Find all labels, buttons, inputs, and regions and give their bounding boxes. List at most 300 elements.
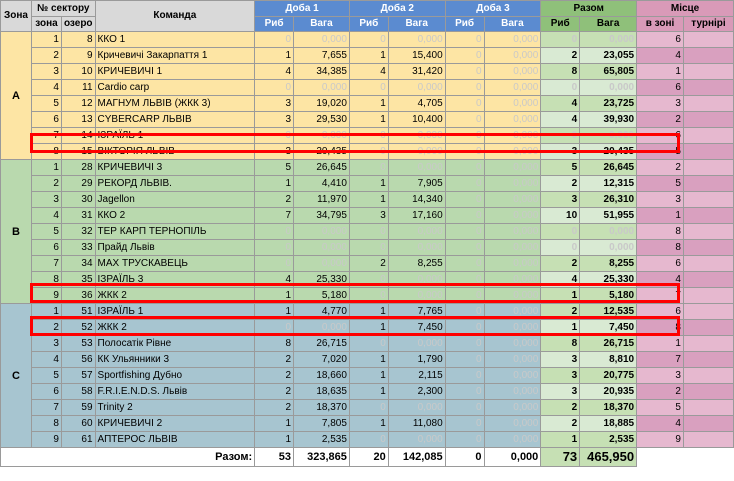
day1-fish: 0 bbox=[255, 224, 294, 240]
day2-fish: 0 bbox=[349, 80, 388, 96]
lake-seat: 52 bbox=[61, 320, 95, 336]
day2-fish: 4 bbox=[349, 64, 388, 80]
day1-weight: 18,370 bbox=[294, 400, 350, 416]
total-weight-cell: 26,310 bbox=[580, 192, 637, 208]
day3-fish: 0 bbox=[445, 48, 484, 64]
day3-weight: 0,000 bbox=[484, 32, 541, 48]
total-weight-cell: 18,885 bbox=[580, 416, 637, 432]
team-name: ТЕР КАРП ТЕРНОПІЛЬ bbox=[95, 224, 255, 240]
zone-seat: 7 bbox=[31, 256, 61, 272]
table-row bbox=[1, 352, 734, 368]
zone-seat: 5 bbox=[31, 368, 61, 384]
place-in-zone: 1 bbox=[637, 64, 684, 80]
table-row bbox=[1, 64, 734, 80]
place-in-zone: 2 bbox=[637, 112, 684, 128]
place-in-zone: 3 bbox=[637, 96, 684, 112]
day2-fish: 1 bbox=[349, 176, 388, 192]
day2-fish: 0 bbox=[349, 272, 388, 288]
lake-seat: 14 bbox=[61, 128, 95, 144]
day2-fish: 0 bbox=[349, 336, 388, 352]
total-fish-cell: 2 bbox=[541, 304, 580, 320]
table-row bbox=[1, 288, 734, 304]
zone-seat: 4 bbox=[31, 208, 61, 224]
total-header: Разом bbox=[541, 1, 637, 17]
table-row bbox=[1, 80, 734, 96]
day1-fish-header: Риб bbox=[255, 17, 294, 32]
total-weight-cell: 8,255 bbox=[580, 256, 637, 272]
place-in-zone: 5 bbox=[637, 144, 684, 160]
day3-fish: 0 bbox=[445, 400, 484, 416]
day1-fish: 7 bbox=[255, 208, 294, 224]
lake-seat: 34 bbox=[61, 256, 95, 272]
team-name: ІЗРАЇЛЬ 3 bbox=[95, 272, 255, 288]
day2-fish: 0 bbox=[349, 160, 388, 176]
day3-fish: 0 bbox=[445, 96, 484, 112]
day3-weight: 0,000 bbox=[484, 352, 541, 368]
lake-seat: 12 bbox=[61, 96, 95, 112]
zone-seat: 5 bbox=[31, 96, 61, 112]
total-fish-cell: 3 bbox=[541, 368, 580, 384]
day3-weight: 0,000 bbox=[484, 112, 541, 128]
lake-seat: 13 bbox=[61, 112, 95, 128]
team-name: КРИЧЕВИЧІ 3 bbox=[95, 160, 255, 176]
table-row bbox=[1, 208, 734, 224]
zone-seat: 6 bbox=[31, 384, 61, 400]
day2-weight: 0,000 bbox=[388, 272, 445, 288]
day2-weight: 0,000 bbox=[388, 128, 445, 144]
day2-weight: 1,790 bbox=[388, 352, 445, 368]
day2-weight: 14,340 bbox=[388, 192, 445, 208]
total-weight: 465,950 bbox=[580, 448, 637, 467]
table-row bbox=[1, 32, 734, 48]
place-in-zone: 6 bbox=[637, 32, 684, 48]
place-in-zone: 8 bbox=[637, 224, 684, 240]
team-name: ІЗРАЇЛЬ 1 bbox=[95, 128, 255, 144]
day2-fish: 1 bbox=[349, 48, 388, 64]
day2-fish: 0 bbox=[349, 224, 388, 240]
day1-fish: 4 bbox=[255, 272, 294, 288]
day1-header: Доба 1 bbox=[255, 1, 350, 17]
lake-seat: 57 bbox=[61, 368, 95, 384]
team-name: Прайд Львів bbox=[95, 240, 255, 256]
place-in-tournament bbox=[683, 400, 733, 416]
team-name: ККО 2 bbox=[95, 208, 255, 224]
team-name: АПТЕРОС ЛЬВІВ bbox=[95, 432, 255, 448]
place-in-zone: 2 bbox=[637, 384, 684, 400]
day3-fish: 0 bbox=[445, 32, 484, 48]
totals-empty bbox=[683, 448, 733, 467]
place-in-zone: 1 bbox=[637, 208, 684, 224]
day1-weight: 4,410 bbox=[294, 176, 350, 192]
day1-fish: 1 bbox=[255, 304, 294, 320]
zone-seat: 2 bbox=[31, 320, 61, 336]
day2-weight: 2,300 bbox=[388, 384, 445, 400]
day1-fish: 1 bbox=[255, 416, 294, 432]
total-weight-cell: 18,370 bbox=[580, 400, 637, 416]
place-in-tournament bbox=[683, 80, 733, 96]
total-weight-cell: 25,330 bbox=[580, 272, 637, 288]
total-fish-header: Риб bbox=[541, 17, 580, 32]
total-fish-cell: 0 bbox=[541, 80, 580, 96]
day2-weight-header: Вага bbox=[388, 17, 445, 32]
place-in-tournament bbox=[683, 160, 733, 176]
lake-seat: 56 bbox=[61, 352, 95, 368]
total-fish-cell: 3 bbox=[541, 384, 580, 400]
results-body bbox=[1, 32, 734, 448]
day2-fish: 1 bbox=[349, 416, 388, 432]
team-name: КК Ульянники 3 bbox=[95, 352, 255, 368]
zone-seat: 3 bbox=[31, 192, 61, 208]
day1-fish: 1 bbox=[255, 288, 294, 304]
total-day2-weight: 142,085 bbox=[388, 448, 445, 467]
place-in-zone: 1 bbox=[637, 336, 684, 352]
day2-fish: 0 bbox=[349, 144, 388, 160]
place-in-tournament bbox=[683, 32, 733, 48]
day1-weight: 0,000 bbox=[294, 224, 350, 240]
total-weight-cell: 0,000 bbox=[580, 80, 637, 96]
day1-fish: 3 bbox=[255, 144, 294, 160]
day2-weight: 31,420 bbox=[388, 64, 445, 80]
day3-fish: 0 bbox=[445, 80, 484, 96]
team-name: Полосатік Рівне bbox=[95, 336, 255, 352]
day3-fish: 0 bbox=[445, 240, 484, 256]
day1-weight: 20,435 bbox=[294, 144, 350, 160]
total-weight-cell: 12,315 bbox=[580, 176, 637, 192]
day3-weight: 0,000 bbox=[484, 368, 541, 384]
total-weight-cell: 26,645 bbox=[580, 160, 637, 176]
team-name: ККО 1 bbox=[95, 32, 255, 48]
day3-weight: 0,000 bbox=[484, 288, 541, 304]
day1-fish: 1 bbox=[255, 48, 294, 64]
day3-weight: 0,000 bbox=[484, 336, 541, 352]
team-name: ЖКК 2 bbox=[95, 288, 255, 304]
lake-seat: 33 bbox=[61, 240, 95, 256]
day3-weight: 0,000 bbox=[484, 224, 541, 240]
day2-fish: 2 bbox=[349, 256, 388, 272]
zone-seat: 8 bbox=[31, 144, 61, 160]
day1-weight: 0,000 bbox=[294, 320, 350, 336]
day3-weight: 0,000 bbox=[484, 432, 541, 448]
day2-fish: 0 bbox=[349, 128, 388, 144]
day3-fish: 0 bbox=[445, 384, 484, 400]
zone-seat: 5 bbox=[31, 224, 61, 240]
day2-header: Доба 2 bbox=[349, 1, 445, 17]
day2-weight: 4,705 bbox=[388, 96, 445, 112]
day1-weight: 18,635 bbox=[294, 384, 350, 400]
zone-seat: 2 bbox=[31, 48, 61, 64]
place-in-zone: 4 bbox=[637, 272, 684, 288]
total-weight-cell: 0,000 bbox=[580, 224, 637, 240]
total-day2-fish: 20 bbox=[349, 448, 388, 467]
day1-weight: 34,795 bbox=[294, 208, 350, 224]
day3-weight: 0,000 bbox=[484, 192, 541, 208]
total-weight-cell: 65,805 bbox=[580, 64, 637, 80]
day1-weight: 26,645 bbox=[294, 160, 350, 176]
total-fish-cell: 1 bbox=[541, 320, 580, 336]
day1-fish: 0 bbox=[255, 320, 294, 336]
total-weight-cell: 51,955 bbox=[580, 208, 637, 224]
total-day1-fish: 53 bbox=[255, 448, 294, 467]
day1-fish: 2 bbox=[255, 368, 294, 384]
total-fish-cell: 1 bbox=[541, 432, 580, 448]
lake-seat: 60 bbox=[61, 416, 95, 432]
place-in-zone: 4 bbox=[637, 416, 684, 432]
place-in-zone: 7 bbox=[637, 352, 684, 368]
lake-seat: 32 bbox=[61, 224, 95, 240]
lake-seat: 8 bbox=[61, 32, 95, 48]
sector-header: № сектору bbox=[31, 1, 95, 17]
lake-seat: 35 bbox=[61, 272, 95, 288]
place-in-zone: 2 bbox=[637, 160, 684, 176]
table-row bbox=[1, 160, 734, 176]
lake-seat: 36 bbox=[61, 288, 95, 304]
table-row bbox=[1, 192, 734, 208]
total-day1-weight: 323,865 bbox=[294, 448, 350, 467]
place-in-tournament bbox=[683, 432, 733, 448]
lake-seat: 15 bbox=[61, 144, 95, 160]
table-row bbox=[1, 272, 734, 288]
zone-seat: 7 bbox=[31, 400, 61, 416]
day2-weight: 11,080 bbox=[388, 416, 445, 432]
day3-weight: 0,000 bbox=[484, 416, 541, 432]
day1-fish: 2 bbox=[255, 192, 294, 208]
day2-fish: 1 bbox=[349, 96, 388, 112]
day3-fish: 0 bbox=[445, 144, 484, 160]
day1-weight: 0,000 bbox=[294, 128, 350, 144]
day3-weight: 0,000 bbox=[484, 160, 541, 176]
place-in-tournament bbox=[683, 368, 733, 384]
place-header: Місце bbox=[637, 1, 734, 17]
total-weight-cell: 5,180 bbox=[580, 288, 637, 304]
day3-fish: 0 bbox=[445, 64, 484, 80]
day1-fish: 2 bbox=[255, 384, 294, 400]
place-in-tournament bbox=[683, 320, 733, 336]
zone-seat: 4 bbox=[31, 352, 61, 368]
day1-fish: 4 bbox=[255, 64, 294, 80]
total-fish-cell: 0 bbox=[541, 32, 580, 48]
place-in-tournament bbox=[683, 48, 733, 64]
lake-seat: 59 bbox=[61, 400, 95, 416]
day3-weight: 0,000 bbox=[484, 80, 541, 96]
day3-fish: 0 bbox=[445, 160, 484, 176]
total-weight-cell: 0,000 bbox=[580, 32, 637, 48]
total-fish-cell: 2 bbox=[541, 176, 580, 192]
team-name: Cardio carp bbox=[95, 80, 255, 96]
day1-weight: 0,000 bbox=[294, 80, 350, 96]
totals-empty bbox=[637, 448, 684, 467]
total-weight-cell: 20,775 bbox=[580, 368, 637, 384]
day2-fish: 0 bbox=[349, 432, 388, 448]
place-in-zone: 3 bbox=[637, 192, 684, 208]
day3-weight: 0,000 bbox=[484, 320, 541, 336]
day2-weight: 0,000 bbox=[388, 224, 445, 240]
day1-weight: 34,385 bbox=[294, 64, 350, 80]
day2-weight: 0,000 bbox=[388, 288, 445, 304]
day1-fish: 0 bbox=[255, 240, 294, 256]
day3-weight: 0,000 bbox=[484, 400, 541, 416]
day2-weight: 15,400 bbox=[388, 48, 445, 64]
day2-fish: 1 bbox=[349, 112, 388, 128]
day1-weight: 0,000 bbox=[294, 32, 350, 48]
place-in-tournament bbox=[683, 240, 733, 256]
place-in-tournament bbox=[683, 256, 733, 272]
place-in-zone: 5 bbox=[637, 176, 684, 192]
lake-seat: 10 bbox=[61, 64, 95, 80]
lake-seat: 29 bbox=[61, 176, 95, 192]
day2-fish: 0 bbox=[349, 240, 388, 256]
zone-seat: 8 bbox=[31, 416, 61, 432]
lake-seat: 9 bbox=[61, 48, 95, 64]
total-fish-cell: 0 bbox=[541, 224, 580, 240]
table-row bbox=[1, 224, 734, 240]
table-row bbox=[1, 320, 734, 336]
table-row bbox=[1, 144, 734, 160]
zone-seat: 6 bbox=[31, 112, 61, 128]
day3-weight: 0,000 bbox=[484, 240, 541, 256]
total-weight-cell: 20,435 bbox=[580, 144, 637, 160]
day3-fish: 0 bbox=[445, 176, 484, 192]
place-in-tournament bbox=[683, 192, 733, 208]
place-in-zone: 8 bbox=[637, 320, 684, 336]
day3-fish: 0 bbox=[445, 112, 484, 128]
total-fish-cell: 0 bbox=[541, 128, 580, 144]
day3-weight: 0,000 bbox=[484, 272, 541, 288]
day3-header: Доба 3 bbox=[445, 1, 541, 17]
day1-weight: 11,970 bbox=[294, 192, 350, 208]
day3-fish: 0 bbox=[445, 288, 484, 304]
total-fish-cell: 2 bbox=[541, 416, 580, 432]
place-in-tournament bbox=[683, 96, 733, 112]
team-name: МАГНУМ ЛЬВІВ (ЖКК 3) bbox=[95, 96, 255, 112]
day2-fish: 1 bbox=[349, 320, 388, 336]
place-in-tournament bbox=[683, 384, 733, 400]
total-fish: 73 bbox=[541, 448, 580, 467]
place-in-zone: 9 bbox=[637, 432, 684, 448]
zona-subheader: зона bbox=[31, 17, 61, 32]
zone-seat: 7 bbox=[31, 128, 61, 144]
zone-seat: 3 bbox=[31, 64, 61, 80]
place-in-tournament bbox=[683, 272, 733, 288]
zone-seat: 1 bbox=[31, 32, 61, 48]
place-in-zone: 5 bbox=[637, 400, 684, 416]
total-weight-cell: 2,535 bbox=[580, 432, 637, 448]
day3-fish: 0 bbox=[445, 368, 484, 384]
total-fish-cell: 3 bbox=[541, 144, 580, 160]
day1-weight: 2,535 bbox=[294, 432, 350, 448]
day1-fish: 3 bbox=[255, 112, 294, 128]
zone-seat: 8 bbox=[31, 272, 61, 288]
day2-weight: 7,765 bbox=[388, 304, 445, 320]
total-fish-cell: 8 bbox=[541, 336, 580, 352]
team-name: Кричевичі Закарпаття 1 bbox=[95, 48, 255, 64]
total-weight-cell: 12,535 bbox=[580, 304, 637, 320]
total-fish-cell: 10 bbox=[541, 208, 580, 224]
lake-seat: 61 bbox=[61, 432, 95, 448]
place-in-zone: 4 bbox=[637, 48, 684, 64]
table-row bbox=[1, 368, 734, 384]
day3-fish-header: Риб bbox=[445, 17, 484, 32]
table-row bbox=[1, 256, 734, 272]
day3-fish: 0 bbox=[445, 128, 484, 144]
place-in-tournament bbox=[683, 64, 733, 80]
total-day3-fish: 0 bbox=[445, 448, 484, 467]
day3-fish: 0 bbox=[445, 192, 484, 208]
total-fish-cell: 8 bbox=[541, 64, 580, 80]
total-day3-weight: 0,000 bbox=[484, 448, 541, 467]
team-header: Команда bbox=[95, 1, 255, 32]
day1-fish: 1 bbox=[255, 176, 294, 192]
day1-fish: 2 bbox=[255, 352, 294, 368]
table-row bbox=[1, 48, 734, 64]
day2-weight: 7,450 bbox=[388, 320, 445, 336]
totals-row bbox=[1, 448, 734, 467]
total-fish-cell: 5 bbox=[541, 160, 580, 176]
lake-seat: 11 bbox=[61, 80, 95, 96]
day3-fish: 0 bbox=[445, 304, 484, 320]
day2-fish: 0 bbox=[349, 288, 388, 304]
table-row bbox=[1, 432, 734, 448]
total-weight-cell: 0,000 bbox=[580, 128, 637, 144]
day3-fish: 0 bbox=[445, 272, 484, 288]
day2-fish: 1 bbox=[349, 192, 388, 208]
day1-weight: 25,330 bbox=[294, 272, 350, 288]
day3-weight: 0,000 bbox=[484, 384, 541, 400]
total-fish-cell: 4 bbox=[541, 272, 580, 288]
table-row bbox=[1, 240, 734, 256]
total-weight-cell: 7,450 bbox=[580, 320, 637, 336]
table-row bbox=[1, 416, 734, 432]
total-fish-cell: 4 bbox=[541, 96, 580, 112]
day1-weight: 19,020 bbox=[294, 96, 350, 112]
day1-weight: 18,660 bbox=[294, 368, 350, 384]
zone-seat: 1 bbox=[31, 304, 61, 320]
day1-weight: 7,655 bbox=[294, 48, 350, 64]
zone-label: A bbox=[1, 32, 32, 160]
place-in-zone: 7 bbox=[637, 288, 684, 304]
day2-fish: 0 bbox=[349, 32, 388, 48]
table-row bbox=[1, 176, 734, 192]
day1-fish: 0 bbox=[255, 128, 294, 144]
day3-fish: 0 bbox=[445, 416, 484, 432]
team-name: Trinity 2 bbox=[95, 400, 255, 416]
total-weight-header: Вага bbox=[580, 17, 637, 32]
day3-fish: 0 bbox=[445, 432, 484, 448]
day1-fish: 8 bbox=[255, 336, 294, 352]
day3-fish: 0 bbox=[445, 352, 484, 368]
day3-weight: 0,000 bbox=[484, 176, 541, 192]
place-in-tournament bbox=[683, 208, 733, 224]
place-in-tournament bbox=[683, 304, 733, 320]
day1-weight: 0,000 bbox=[294, 240, 350, 256]
day3-fish: 0 bbox=[445, 336, 484, 352]
day1-weight: 4,770 bbox=[294, 304, 350, 320]
lake-seat: 30 bbox=[61, 192, 95, 208]
day3-weight: 0,000 bbox=[484, 96, 541, 112]
team-name: ІЗРАЇЛЬ 1 bbox=[95, 304, 255, 320]
total-weight-cell: 0,000 bbox=[580, 240, 637, 256]
day2-weight: 0,000 bbox=[388, 144, 445, 160]
place-in-tournament bbox=[683, 352, 733, 368]
team-name: РЕКОРД ЛЬВІВ. bbox=[95, 176, 255, 192]
day2-weight: 7,905 bbox=[388, 176, 445, 192]
place-in-tournament bbox=[683, 288, 733, 304]
table-row bbox=[1, 112, 734, 128]
day2-fish: 1 bbox=[349, 384, 388, 400]
ozero-subheader: озеро bbox=[61, 17, 95, 32]
total-weight-cell: 39,930 bbox=[580, 112, 637, 128]
total-fish-cell: 3 bbox=[541, 192, 580, 208]
total-weight-cell: 23,725 bbox=[580, 96, 637, 112]
